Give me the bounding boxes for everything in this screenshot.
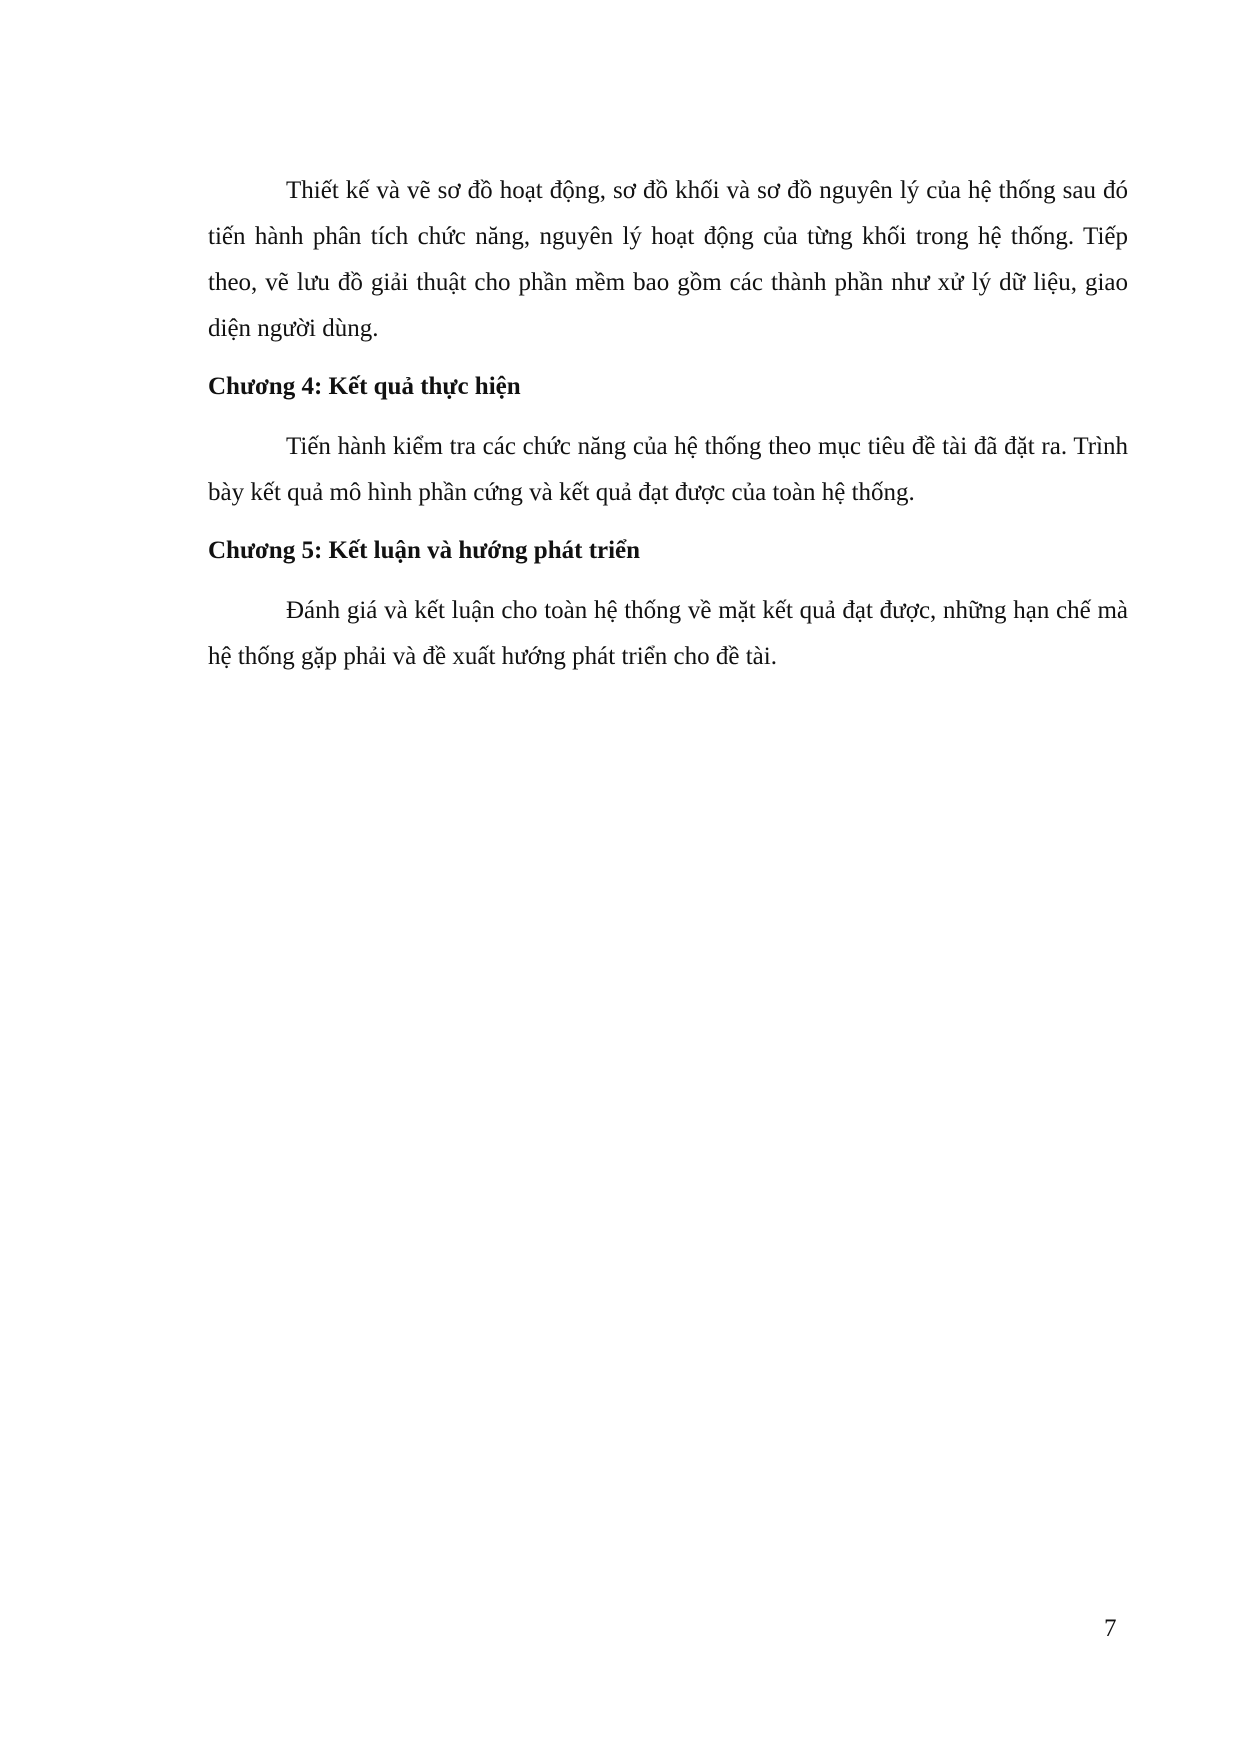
page-number: 7 xyxy=(1104,1615,1117,1642)
chapter-4-heading: Chương 4: Kết quả thực hiện xyxy=(208,373,521,400)
chapter-5-heading: Chương 5: Kết luận và hướng phát triển xyxy=(208,537,641,564)
body-paragraph: Tiến hành kiểm tra các chức năng của hệ thống theo mục tiêu đề tài đã đặt ra. Trình bày kết quả mô hình phần cứng và kết quả đạt được của toàn hệ thống. xyxy=(208,433,1128,506)
body-paragraph: Đánh giá và kết luận cho toàn hệ thống về mặt kết quả đạt được, những hạn chế mà hệ thống gặp phải và đề xuất hướng phát triển cho đề tài. xyxy=(208,597,1128,670)
page-content xyxy=(208,168,1128,680)
body-paragraph: Thiết kế và vẽ sơ đồ hoạt động, sơ đồ khối và sơ đồ nguyên lý của hệ thống sau đó tiến hành phân tích chức năng, nguyên lý hoạt động của từng khối trong hệ thống. Tiếp theo, vẽ lưu đồ giải thuật cho phần mềm bao gồm các thành phần như xử lý dữ liệu, giao diện người dùng. xyxy=(208,177,1128,342)
